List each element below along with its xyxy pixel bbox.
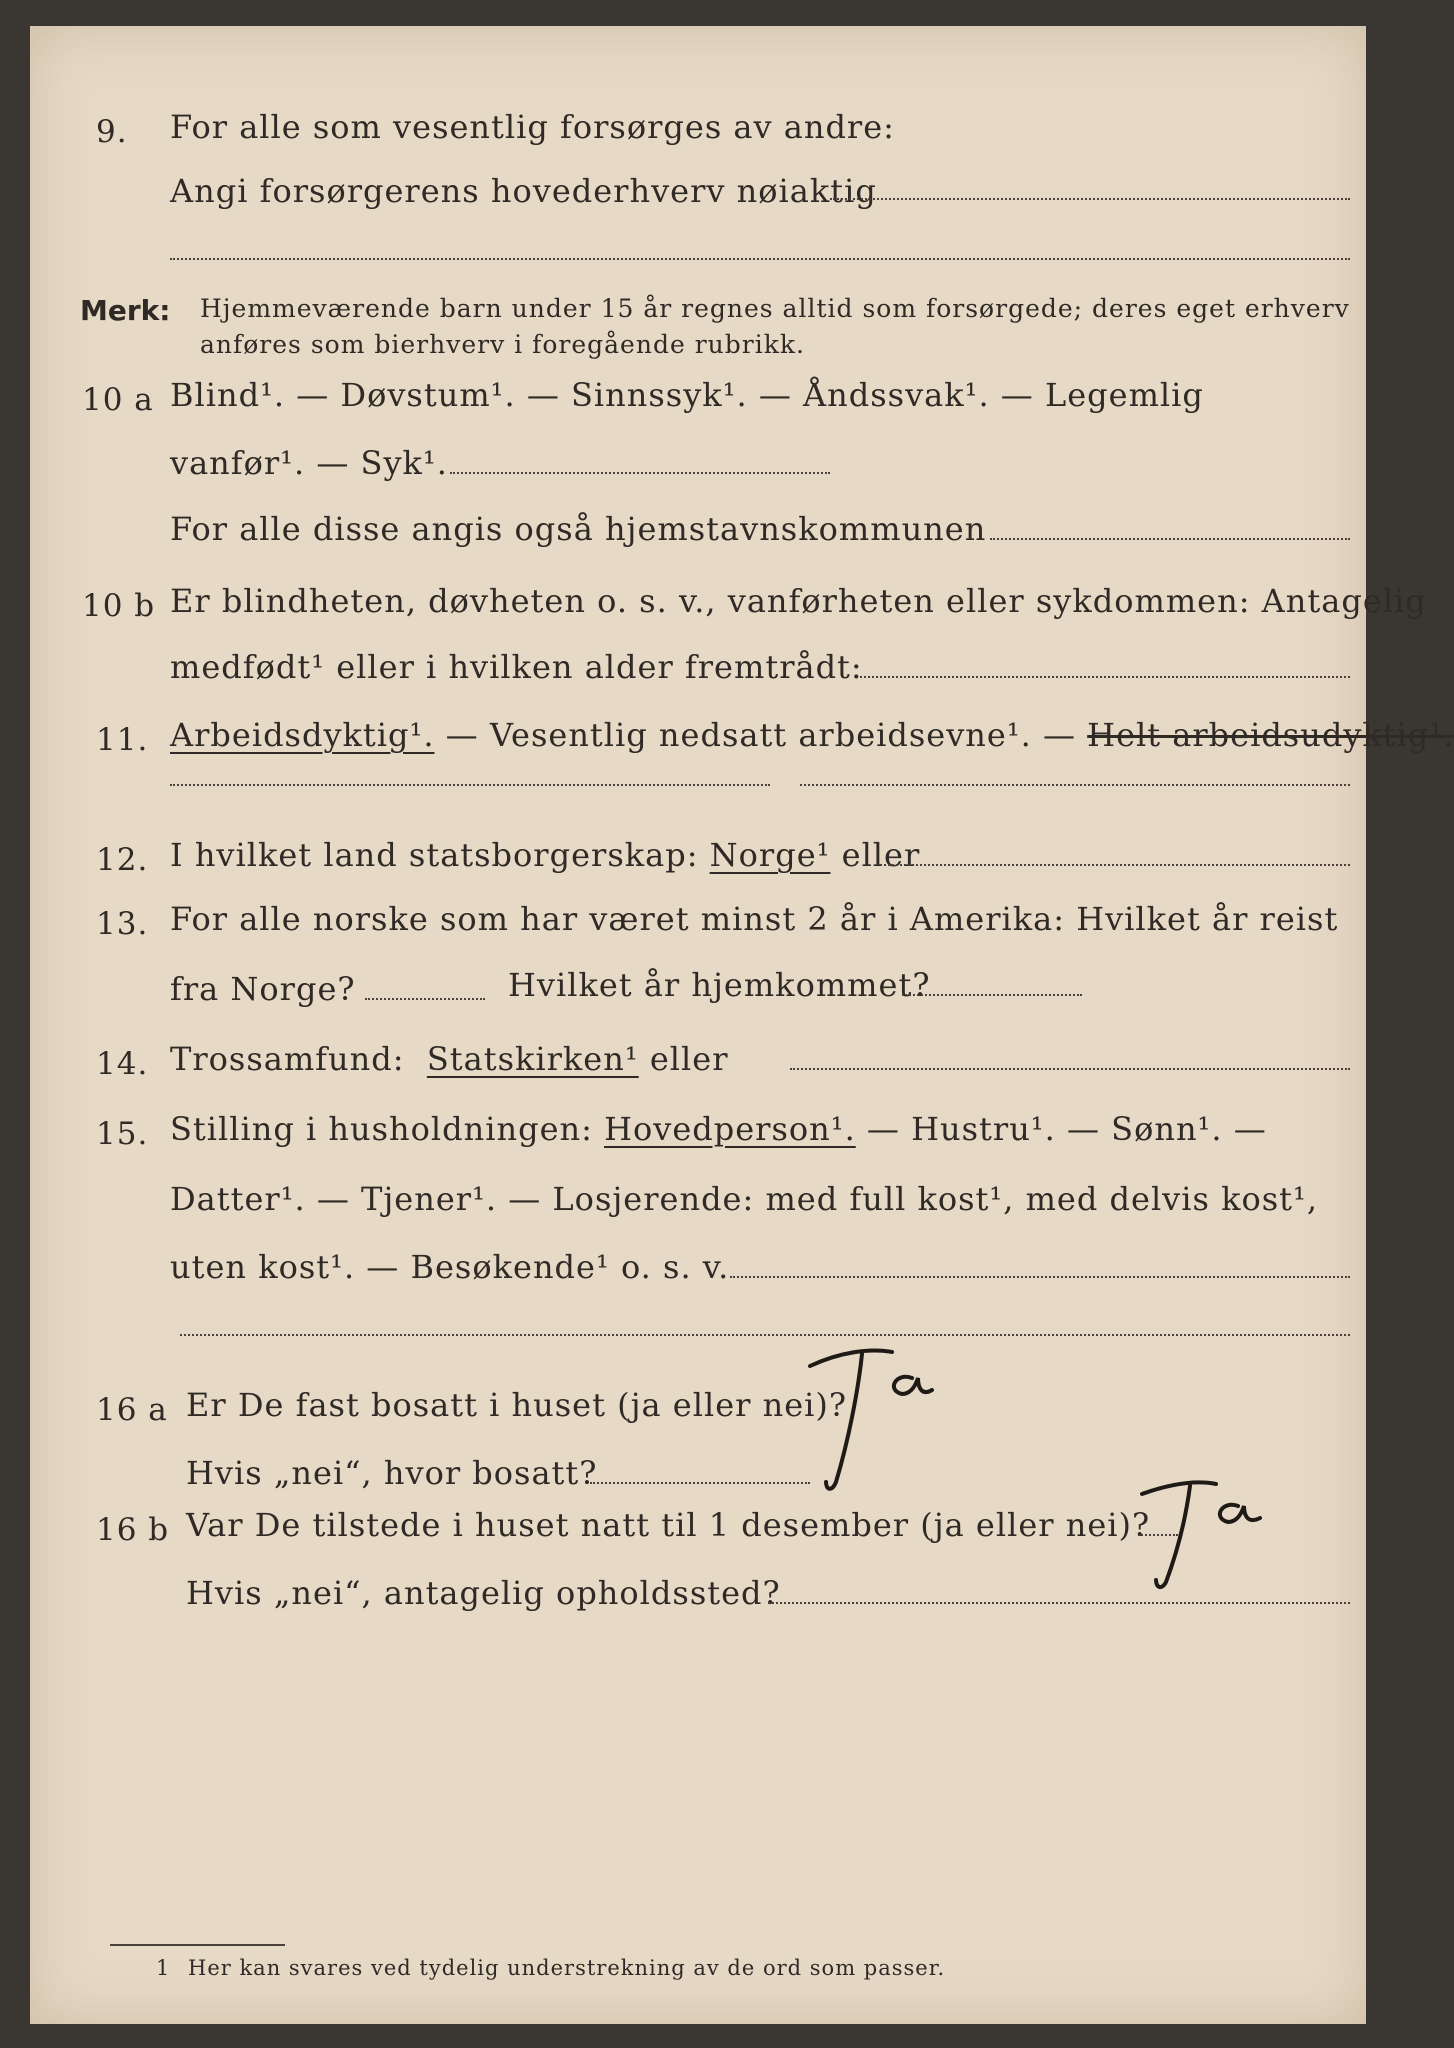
- question-14-text: Trossamfund:: [170, 1040, 405, 1078]
- question-15-line-1: [170, 1110, 1267, 1148]
- question-13-number: 13.: [96, 906, 149, 942]
- answer-norge-underlined: Norge¹: [709, 836, 831, 874]
- question-11-number: 11.: [96, 722, 149, 758]
- answer-line-q9[interactable]: [830, 198, 1350, 200]
- question-12-text: I hvilket land statsborgerskap:: [170, 836, 699, 874]
- footnote-text: Her kan svares ved tydelig understrekning av de ord som passer.: [188, 1956, 946, 1980]
- question-15-number: 15.: [96, 1116, 149, 1152]
- answer-line-q16b-b[interactable]: [768, 1602, 1350, 1604]
- question-14-number: 14.: [96, 1046, 149, 1082]
- question-16b-number: 16 b: [96, 1512, 170, 1548]
- answer-line-q11-a[interactable]: [170, 784, 770, 786]
- answer-line-q13-reist[interactable]: [365, 998, 485, 1000]
- answer-line-q9-extra[interactable]: [170, 258, 1350, 260]
- handwritten-answer-16b: [1130, 1470, 1310, 1600]
- note-line-1: Hjemmeværende barn under 15 år regnes alltid som forsørgede; deres eget erhverv: [200, 294, 1350, 323]
- question-9-line-2: Angi forsørgerens hovederhverv nøiaktig: [170, 172, 877, 210]
- question-9-line-1: For alle som vesentlig forsørges av andre:: [170, 108, 895, 146]
- option-helt-arbeidsudyktig-struck: Helt arbeidsudyktig¹.: [1087, 716, 1454, 754]
- question-15-line-2: Datter¹. — Tjener¹. — Losjerende: med full kost¹, med delvis kost¹,: [170, 1180, 1319, 1218]
- question-9-number: 9.: [96, 114, 128, 150]
- question-16a-line-2: Hvis „nei“, hvor bosatt?: [186, 1454, 598, 1492]
- question-10a-number: 10 a: [82, 382, 154, 418]
- handwritten-answer-16a: [800, 1332, 960, 1502]
- question-14-line: [170, 1040, 728, 1078]
- answer-line-q15-extra[interactable]: [180, 1334, 1350, 1336]
- handwritten-answer-16a-text: Ja: [950, 1344, 951, 1345]
- question-10a-line-3: For alle disse angis også hjemstavnskommunen: [170, 510, 987, 548]
- question-13-line-2a: fra Norge?: [170, 970, 356, 1008]
- question-15-text: Stilling i husholdningen:: [170, 1110, 593, 1148]
- question-10b-line-2: medfødt¹ eller i hvilken alder fremtrådt:: [170, 648, 863, 686]
- note-line-2: anføres som bierhverv i foregående rubrikk.: [200, 330, 805, 359]
- answer-line-q15[interactable]: [730, 1276, 1350, 1278]
- question-16a-number: 16 a: [96, 1392, 168, 1428]
- answer-line-q14[interactable]: [790, 1068, 1350, 1070]
- census-form-page: [30, 26, 1454, 2024]
- answer-hovedperson-underlined: Hovedperson¹.: [604, 1110, 856, 1148]
- question-10b-number: 10 b: [82, 588, 156, 624]
- question-16b-line-1: Var De tilstede i huset natt til 1 desember (ja eller nei)?: [186, 1506, 1151, 1544]
- question-10a-line-2: vanfør¹. — Syk¹.: [170, 444, 448, 482]
- option-nedsatt-arbeidsevne: — Vesentlig nedsatt arbeidsevne¹. —: [445, 716, 1076, 754]
- note-label: Merk:: [80, 294, 171, 327]
- question-12-line: [170, 836, 920, 874]
- question-14-tail: eller: [649, 1040, 729, 1078]
- answer-line-q16a[interactable]: [590, 1482, 810, 1484]
- answer-line-q10b[interactable]: [860, 676, 1350, 678]
- question-11-line: [170, 716, 1454, 754]
- question-15-line-3: uten kost¹. — Besøkende¹ o. s. v.: [170, 1248, 730, 1286]
- question-16b-line-2: Hvis „nei“, antagelig opholdssted?: [186, 1574, 781, 1612]
- footnote-rule: [110, 1944, 285, 1946]
- question-16a-line-1: Er De fast bosatt i huset (ja eller nei)?: [186, 1386, 848, 1424]
- option-arbeidsdyktig-underlined: Arbeidsdyktig¹.: [170, 716, 435, 754]
- footnote-number: 1: [156, 1956, 171, 1980]
- answer-statskirken-underlined: Statskirken¹: [426, 1040, 639, 1078]
- answer-line-q11-b[interactable]: [800, 784, 1350, 786]
- answer-line-q10a-home[interactable]: [990, 538, 1350, 540]
- answer-line-q10a[interactable]: [450, 472, 830, 474]
- question-15-options: — Hustru¹. — Sønn¹. —: [866, 1110, 1267, 1148]
- answer-line-q12[interactable]: [880, 864, 1350, 866]
- answer-line-q13-hjemkommet[interactable]: [902, 994, 1082, 996]
- question-10a-line-1: Blind¹. — Døvstum¹. — Sinnssyk¹. — Åndssvak¹. — Legemlig: [170, 376, 1204, 414]
- question-12-tail: eller: [841, 836, 921, 874]
- question-10b-line-1: Er blindheten, døvheten o. s. v., vanførheten eller sykdommen: Antagelig: [170, 582, 1427, 620]
- question-12-number: 12.: [96, 842, 149, 878]
- question-13-line-1: For alle norske som har været minst 2 år i Amerika: Hvilket år reist: [170, 900, 1339, 938]
- question-13-line-2b: Hvilket år hjemkommet?: [508, 966, 931, 1004]
- handwritten-answer-16b-text: Ja: [1300, 1480, 1301, 1481]
